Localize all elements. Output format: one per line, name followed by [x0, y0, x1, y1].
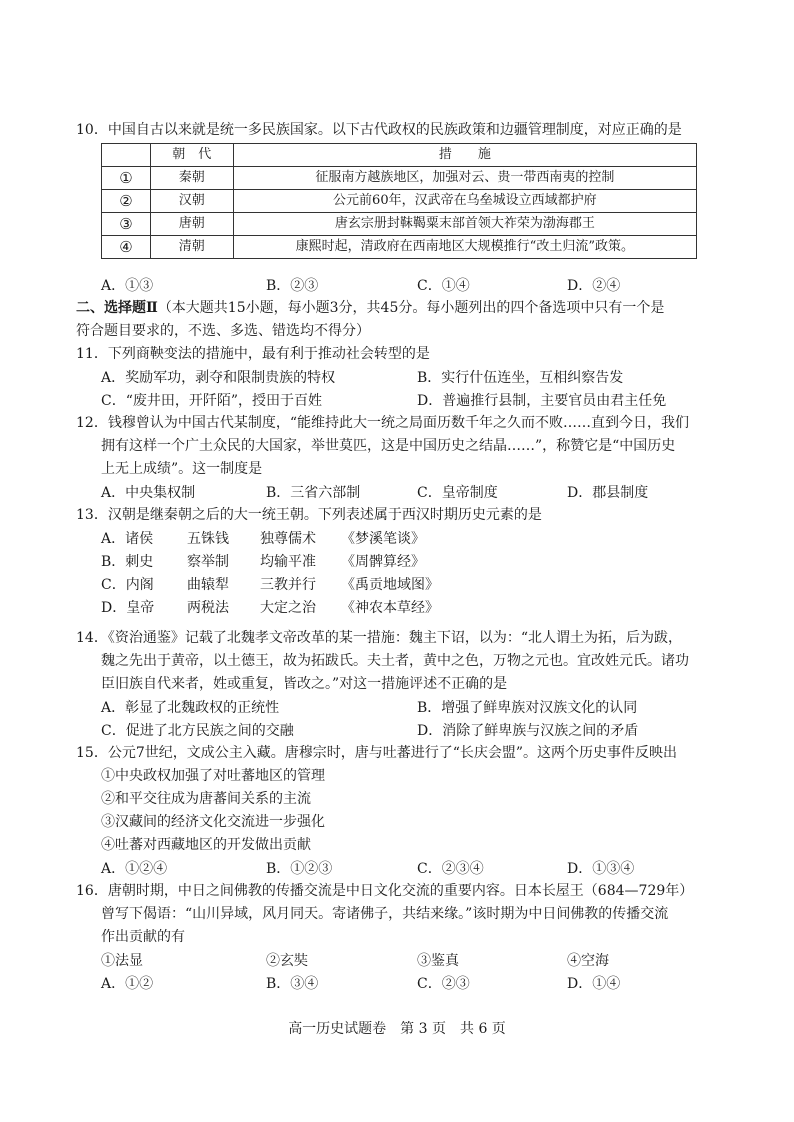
table-cell-dynasty: 汉朝 — [150, 190, 233, 213]
q16-option-b: B．③④ — [266, 976, 319, 992]
q16-item-2: ②玄奘 — [266, 953, 308, 969]
table-cell-measure: 康熙时起，清政府在西南地区大规模推行“改土归流”政策。 — [233, 236, 696, 259]
q13-stem: 13．汉朝是继秦朝之后的大一统王朝。下列表述属于西汉时期历史元素的是 — [76, 507, 542, 523]
table-cell-measure: 征服南方越族地区，加强对云、贵一带西南夷的控制 — [233, 167, 696, 190]
q12-option-d: D．郡县制度 — [567, 485, 649, 501]
q15-stem: 15．公元7世纪，文成公主入藏。唐穆宗时，唐与吐蕃进行了“长庆会盟”。这两个历史事件反映出 — [76, 745, 678, 761]
q13-c-4: 《禹贡地域图》 — [341, 577, 439, 593]
q12-line-2: 拥有这样一个广土众民的大国家，举世莫匹，这是中国历史之结晶……”，称赞它是“中国历史 — [101, 438, 676, 454]
q10-option-d: D．②④ — [567, 278, 621, 294]
table-header-row — [102, 144, 697, 167]
q15-option-a: A．①②④ — [101, 861, 168, 877]
q16-item-3: ③鉴真 — [417, 953, 459, 969]
q16-item-4: ④空海 — [567, 953, 609, 969]
section-2-title: 二、选择题Ⅱ — [76, 300, 158, 316]
q15-item-3: ③汉藏间的经济文化交流进一步强化 — [101, 814, 325, 830]
q15-option-b: B．①②③ — [266, 861, 333, 877]
q11-stem: 11．下列商鞅变法的措施中，最有利于推动社会转型的是 — [76, 346, 430, 362]
q13-d-2: 两税法 — [187, 600, 229, 616]
table-row — [102, 167, 697, 190]
section-2-desc-line2: 符合题目要求的，不选、多选、错选均不得分） — [76, 323, 370, 339]
q10-option-a: A．①③ — [101, 278, 154, 294]
q16-line-2: 曾写下偈语：“山川异域，风月同天。寄诸佛子，共结来缘。”该时期为中日间佛教的传播交流 — [101, 906, 669, 922]
table-cell-num: ④ — [102, 236, 151, 259]
table-cell-num: ② — [102, 190, 151, 213]
q16-line-1: 16．唐朝时期，中日之间佛教的传播交流是中日文化交流的重要内容。日本长屋王（684—729年） — [76, 883, 694, 899]
section-2-header — [76, 298, 664, 318]
q15-option-d: D．①③④ — [567, 861, 635, 877]
q13-c-1: C．内阁 — [101, 577, 154, 593]
q10-table — [101, 143, 697, 259]
table-row — [102, 236, 697, 259]
table-row — [102, 213, 697, 236]
q16-option-a: A．①② — [101, 976, 154, 992]
section-2-desc: （本大题共15小题，每小题3分，共45分。每小题列出的四个备选项中只有一个是 — [157, 300, 665, 316]
q12-option-b: B．三省六部制 — [266, 485, 361, 501]
q13-c-2: 曲辕犁 — [187, 577, 229, 593]
q13-d-1: D．皇帝 — [101, 600, 155, 616]
q14-line-3: 臣旧族自代来者，姓或重复，皆改之。”对这一措施评述不正确的是 — [101, 676, 508, 692]
q14-line-2: 魏之先出于黄帝，以土德王，故为拓跋氏。夫土者，黄中之色，万物之元也。宜改姓元氏。诸功 — [101, 653, 689, 669]
q14-line-1: 14．《资治通鉴》记载了北魏孝文帝改革的某一措施：魏主下诏，以为：“北人谓土为拓，后为跋， — [76, 630, 682, 646]
q12-option-c: C．皇帝制度 — [417, 485, 498, 501]
table-header-cell — [102, 144, 151, 167]
q16-line-3: 作出贡献的有 — [101, 929, 185, 945]
q13-b-2: 察举制 — [187, 554, 229, 570]
q13-a-4: 《梦溪笔谈》 — [341, 531, 425, 547]
q10-stem: 10．中国自古以来就是统一多民族国家。以下古代政权的民族政策和边疆管理制度，对应正确的是 — [76, 122, 682, 138]
table-cell-num: ① — [102, 167, 151, 190]
q15-option-c: C．②③④ — [417, 861, 484, 877]
page-footer: 高一历史试题卷 第 3 页 共 6 页 — [288, 1021, 506, 1037]
table-cell-dynasty: 秦朝 — [150, 167, 233, 190]
q13-c-3: 三教并行 — [260, 577, 316, 593]
q14-option-d: D．消除了鲜卑族与汉族之间的矛盾 — [417, 723, 639, 739]
q13-b-1: B．刺史 — [101, 554, 154, 570]
q11-option-d: D．普遍推行县制，主要官员由君主任免 — [417, 393, 667, 409]
table-cell-measure: 公元前60年，汉武帝在乌垒城设立西域都护府 — [233, 190, 696, 213]
q13-a-3: 独尊儒术 — [260, 531, 316, 547]
table-cell-dynasty: 清朝 — [150, 236, 233, 259]
q10-option-b: B．②③ — [266, 278, 319, 294]
table-header-cell: 朝 代 — [150, 144, 233, 167]
q14-option-a: A．彰显了北魏政权的正统性 — [101, 700, 280, 716]
table-row — [102, 190, 697, 213]
q13-b-3: 均输平准 — [260, 554, 316, 570]
q13-d-4: 《神农本草经》 — [341, 600, 439, 616]
q12-line-1: 12．钱穆曾认为中国古代某制度，“能维持此大一统之局面历数千年之久而不败……直到今日，我们 — [76, 415, 689, 431]
q12-option-a: A．中央集权制 — [101, 485, 196, 501]
q11-option-a: A．奖励军功，剥夺和限制贵族的特权 — [101, 370, 336, 386]
table-cell-measure: 唐玄宗册封靺鞨粟末部首领大祚荣为渤海郡王 — [233, 213, 696, 236]
table-header-cell: 措 施 — [233, 144, 696, 167]
table-cell-dynasty: 唐朝 — [150, 213, 233, 236]
q12-line-3: 上无上成绩”。这一制度是 — [101, 461, 263, 477]
q16-item-1: ①法显 — [101, 953, 143, 969]
q14-option-b: B．增强了鲜卑族对汉族文化的认同 — [417, 700, 638, 716]
q10-option-c: C．①④ — [417, 278, 470, 294]
q11-option-b: B．实行什伍连坐，互相纠察告发 — [417, 370, 624, 386]
q15-item-4: ④吐蕃对西藏地区的开发做出贡献 — [101, 837, 311, 853]
q13-a-1: A．诸侯 — [101, 531, 154, 547]
q13-d-3: 大定之治 — [260, 600, 316, 616]
q11-option-c: C．“废井田，开阡陌”，授田于百姓 — [101, 393, 323, 409]
q13-a-2: 五铢钱 — [187, 531, 229, 547]
q14-option-c: C．促进了北方民族之间的交融 — [101, 723, 294, 739]
q13-b-4: 《周髀算经》 — [341, 554, 425, 570]
q16-option-c: C．②③ — [417, 976, 470, 992]
table-cell-num: ③ — [102, 213, 151, 236]
q16-option-d: D．①④ — [567, 976, 621, 992]
q15-item-1: ①中央政权加强了对吐蕃地区的管理 — [101, 768, 325, 784]
q15-item-2: ②和平交往成为唐蕃间关系的主流 — [101, 791, 311, 807]
